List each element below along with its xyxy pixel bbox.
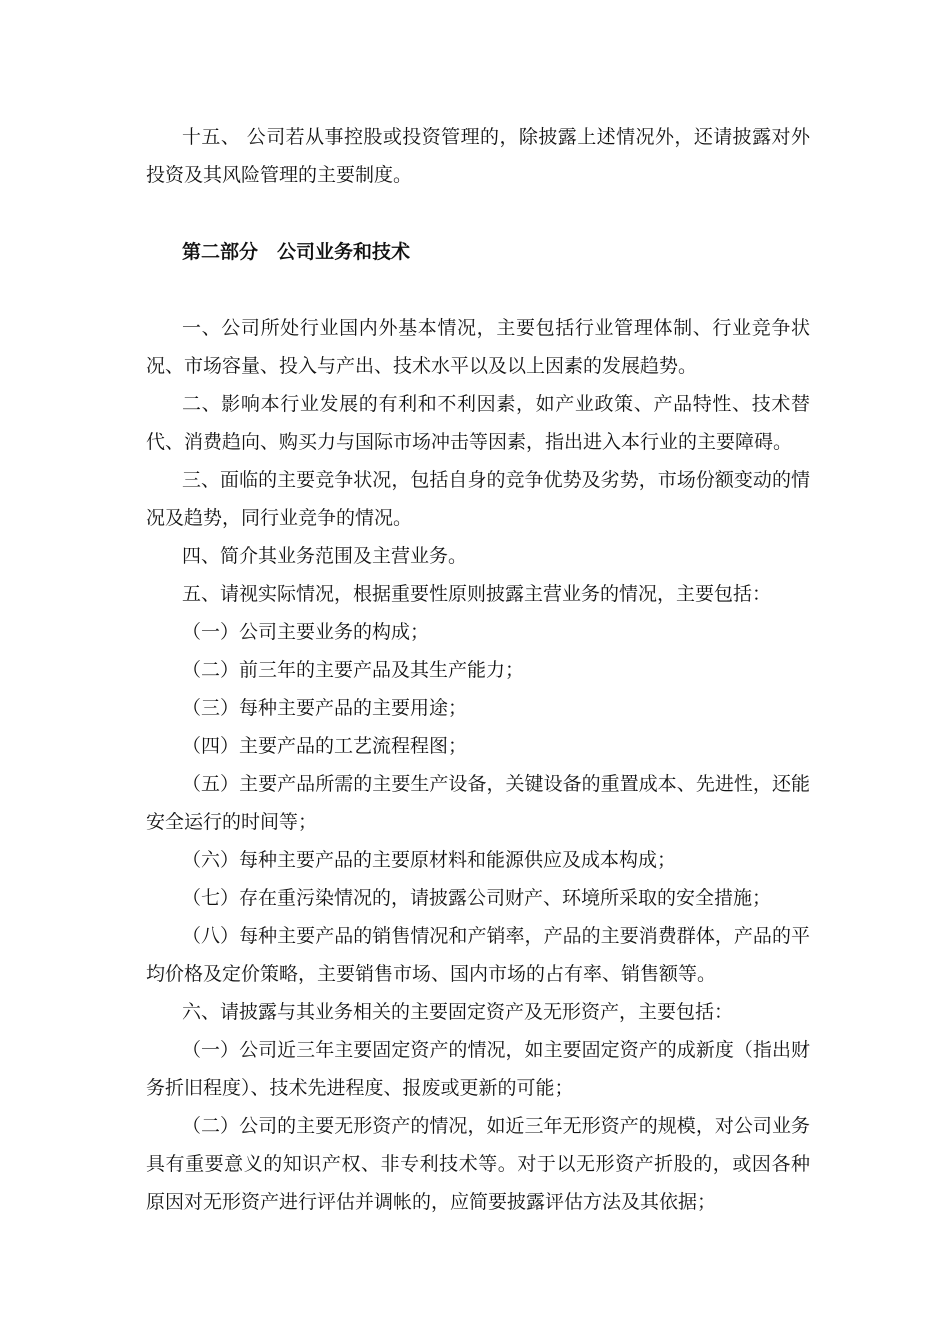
spacer	[146, 271, 810, 309]
paragraph-6: 六、请披露与其业务相关的主要固定资产及无形资产，主要包括：	[182, 1001, 734, 1023]
list-item-6-2: （二）公司的主要无形资产的情况，如近三年无形资产的规模，对公司业务具有重要意义的知识产权、非专利技术等。对于以无形资产折股的，或因各种原因对无形资产进行评估并调帐的，应简要披露评估方法及其依据；	[146, 1115, 810, 1213]
paragraph-5: 五、请视实际情况，根据重要性原则披露主营业务的情况，主要包括：	[182, 583, 772, 605]
paragraph-4: 四、简介其业务范围及主营业务。	[182, 545, 468, 567]
list-item-5-8: （八）每种主要产品的销售情况和产销率，产品的主要消费群体，产品的平均价格及定价策略，主要销售市场、国内市场的占有率、销售额等。	[146, 925, 810, 985]
list-item-5-7: （七）存在重污染情况的，请披露公司财产、环境所采取的安全措施；	[182, 887, 772, 909]
list-item-5-3: （三）每种主要产品的主要用途；	[182, 697, 468, 719]
list-item-5-2: （二）前三年的主要产品及其生产能力；	[182, 659, 525, 681]
paragraph-1: 一、公司所处行业国内外基本情况，主要包括行业管理体制、行业竞争状况、市场容量、投入与产出、技术水平以及以上因素的发展趋势。	[146, 317, 810, 377]
list-item-5-6: （六）每种主要产品的主要原材料和能源供应及成本构成；	[182, 849, 677, 871]
paragraph-2: 二、影响本行业发展的有利和不利因素，如产业政策、产品特性、技术替代、消费趋向、购买力与国际市场冲击等因素，指出进入本行业的主要障碍。	[146, 393, 810, 453]
section-heading: 第二部分 公司业务和技术	[182, 241, 411, 263]
list-item-5-4: （四）主要产品的工艺流程程图；	[182, 735, 468, 757]
paragraph-3: 三、面临的主要竞争状况，包括自身的竞争优势及劣势，市场份额变动的情况及趋势，同行业竞争的情况。	[146, 469, 810, 529]
spacer	[146, 194, 810, 233]
document-page	[146, 118, 810, 1221]
list-item-5-5: （五）主要产品所需的主要生产设备，关键设备的重置成本、先进性，还能安全运行的时间等；	[146, 773, 810, 833]
list-item-6-1: （一）公司近三年主要固定资产的情况，如主要固定资产的成新度（指出财务折旧程度）、技术先进程度、报废或更新的可能；	[146, 1039, 810, 1099]
list-item-5-1: （一）公司主要业务的构成；	[182, 621, 430, 643]
intro-paragraph: 十五、 公司若从事控股或投资管理的，除披露上述情况外，还请披露对外投资及其风险管理的主要制度。	[146, 126, 810, 186]
